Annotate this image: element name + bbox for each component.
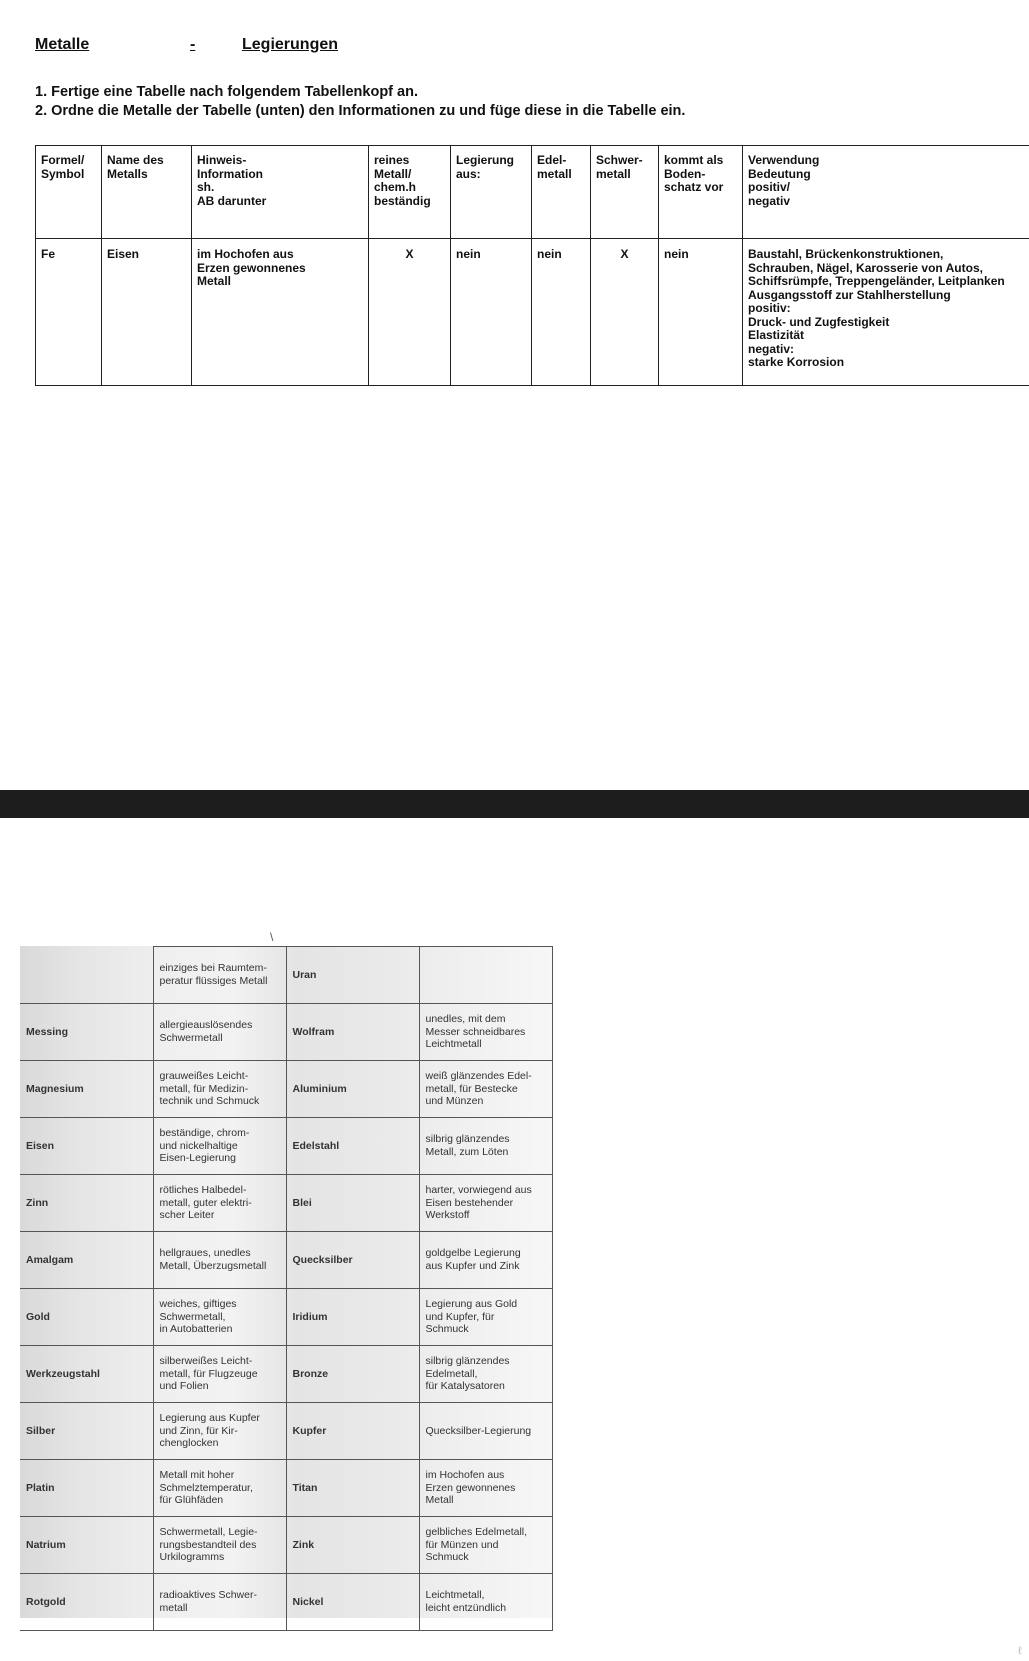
scan-mark: \ [270, 930, 274, 944]
scan-metal-name: Rotgold [20, 1574, 153, 1631]
header-legierung: Legierung aus: [451, 146, 532, 239]
scan-metal-name-2: Aluminium [286, 1061, 419, 1118]
scan-table [20, 946, 553, 1631]
scan-info: beständige, chrom- und nickelhaltige Eisen-Legierung [153, 1118, 286, 1175]
header-name: Name des Metalls [102, 146, 192, 239]
scanned-worksheet [20, 946, 552, 1618]
scan-info-2: harter, vorwiegend aus Eisen bestehender Werkstoff [419, 1175, 552, 1232]
scan-info: Schwermetall, Legie- rungsbestandteil des Urkilogramms [153, 1517, 286, 1574]
table-row [20, 1232, 552, 1289]
title-legierungen: Legierungen [242, 36, 339, 53]
table-row [20, 1004, 552, 1061]
scan-metal-name-2: Titan [286, 1460, 419, 1517]
header-formel-symbol: Formel/ Symbol [36, 146, 102, 239]
table-header-row [36, 146, 1029, 239]
scan-metal-name-2: Zink [286, 1517, 419, 1574]
scan-metal-name: Magnesium [20, 1061, 153, 1118]
scan-info-2: Leichtmetall, leicht entzündlich [419, 1574, 552, 1631]
instruction-2: 2. Ordne die Metalle der Tabelle (unten) den Informationen zu und füge diese in die Tabelle ein. [35, 103, 686, 119]
scan-info-2: silbrig glänzendes Metall, zum Löten [419, 1118, 552, 1175]
scan-info-2: gelbliches Edelmetall, für Münzen und Schmuck [419, 1517, 552, 1574]
scan-metal-name: Gold [20, 1289, 153, 1346]
scan-metal-name [20, 947, 153, 1004]
scan-metal-name-2: Blei [286, 1175, 419, 1232]
scan-info-2: silbrig glänzendes Edelmetall, für Katalysatoren [419, 1346, 552, 1403]
table-row [20, 1175, 552, 1232]
scan-metal-name-2: Bronze [286, 1346, 419, 1403]
scan-metal-name: Werkzeugstahl [20, 1346, 153, 1403]
cell-reines-metall: X [369, 239, 451, 386]
scan-info-2: Quecksilber-Legierung [419, 1403, 552, 1460]
table-row [20, 1403, 552, 1460]
scan-info-2 [419, 947, 552, 1004]
scan-info: allergieauslösendes Schwermetall [153, 1004, 286, 1061]
scan-metal-name-2: Iridium [286, 1289, 419, 1346]
scan-metal-name: Messing [20, 1004, 153, 1061]
scan-metal-name: Eisen [20, 1118, 153, 1175]
title-separator: - [190, 36, 196, 53]
scan-info-2: im Hochofen aus Erzen gewonnenes Metall [419, 1460, 552, 1517]
table-row [20, 1061, 552, 1118]
scan-info: grauweißes Leicht- metall, für Medizin- technik und Schmuck [153, 1061, 286, 1118]
scan-info-2: weiß glänzendes Edel- metall, für Bestecke und Münzen [419, 1061, 552, 1118]
scan-info: radioaktives Schwer- metall [153, 1574, 286, 1631]
scan-metal-name-2: Uran [286, 947, 419, 1004]
table-row [36, 239, 1029, 386]
scan-info: Metall mit hoher Schmelztemperatur, für Glühfäden [153, 1460, 286, 1517]
corner-mark: ℓ [1018, 1645, 1022, 1657]
cell-name: Eisen [102, 239, 192, 386]
header-schwermetall: Schwer- metall [591, 146, 659, 239]
header-hinweis: Hinweis- Information sh. AB darunter [192, 146, 369, 239]
scan-info-2: goldgelbe Legierung aus Kupfer und Zink [419, 1232, 552, 1289]
cell-schwermetall: X [591, 239, 659, 386]
cell-verwendung: Baustahl, Brückenkonstruktionen, Schrauben, Nägel, Karosserie von Autos, Schiffsrümpfe, Treppengeländer, Leitplanken Ausgangsstoff zur Stahlherstellung positiv: Druck- und Zugfestigkeit Elastizität negativ: starke Korrosion [743, 239, 1029, 386]
scan-info: einziges bei Raumtem- peratur flüssiges Metall [153, 947, 286, 1004]
title-metalle: Metalle [35, 36, 90, 53]
scan-info: Legierung aus Kupfer und Zinn, für Kir- chenglocken [153, 1403, 286, 1460]
scan-metal-name: Natrium [20, 1517, 153, 1574]
scan-info-2: unedles, mit dem Messer schneidbares Leichtmetall [419, 1004, 552, 1061]
table-row [20, 1574, 552, 1631]
scan-metal-name-2: Nickel [286, 1574, 419, 1631]
scan-metal-name-2: Wolfram [286, 1004, 419, 1061]
cell-bodenschatz: nein [659, 239, 743, 386]
scan-metal-name: Zinn [20, 1175, 153, 1232]
table-row [20, 1346, 552, 1403]
image-divider [0, 790, 1029, 818]
cell-edelmetall: nein [532, 239, 591, 386]
table-row [20, 947, 552, 1004]
cell-hinweis: im Hochofen aus Erzen gewonnenes Metall [192, 239, 369, 386]
scan-metal-name-2: Edelstahl [286, 1118, 419, 1175]
scan-info: weiches, giftiges Schwermetall, in Autobatterien [153, 1289, 286, 1346]
header-bodenschatz: kommt als Boden- schatz vor [659, 146, 743, 239]
header-edelmetall: Edel- metall [532, 146, 591, 239]
scan-info: rötliches Halbedel- metall, guter elektri- scher Leiter [153, 1175, 286, 1232]
header-verwendung: Verwendung Bedeutung positiv/ negativ [743, 146, 1029, 239]
cell-symbol: Fe [36, 239, 102, 386]
cell-legierung: nein [451, 239, 532, 386]
scan-metal-name: Silber [20, 1403, 153, 1460]
scan-metal-name-2: Quecksilber [286, 1232, 419, 1289]
table-row [20, 1517, 552, 1574]
table-row [20, 1289, 552, 1346]
metal-table [35, 145, 1029, 386]
header-reines-metall: reines Metall/ chem.h beständig [369, 146, 451, 239]
scan-metal-name: Platin [20, 1460, 153, 1517]
scan-info: silberweißes Leicht- metall, für Flugzeuge und Folien [153, 1346, 286, 1403]
scan-info-2: Legierung aus Gold und Kupfer, für Schmuck [419, 1289, 552, 1346]
scan-info: hellgraues, unedles Metall, Überzugsmetall [153, 1232, 286, 1289]
table-row [20, 1460, 552, 1517]
scan-metal-name: Amalgam [20, 1232, 153, 1289]
instruction-1: 1. Fertige eine Tabelle nach folgendem Tabellenkopf an. [35, 84, 418, 100]
table-row [20, 1118, 552, 1175]
scan-metal-name-2: Kupfer [286, 1403, 419, 1460]
